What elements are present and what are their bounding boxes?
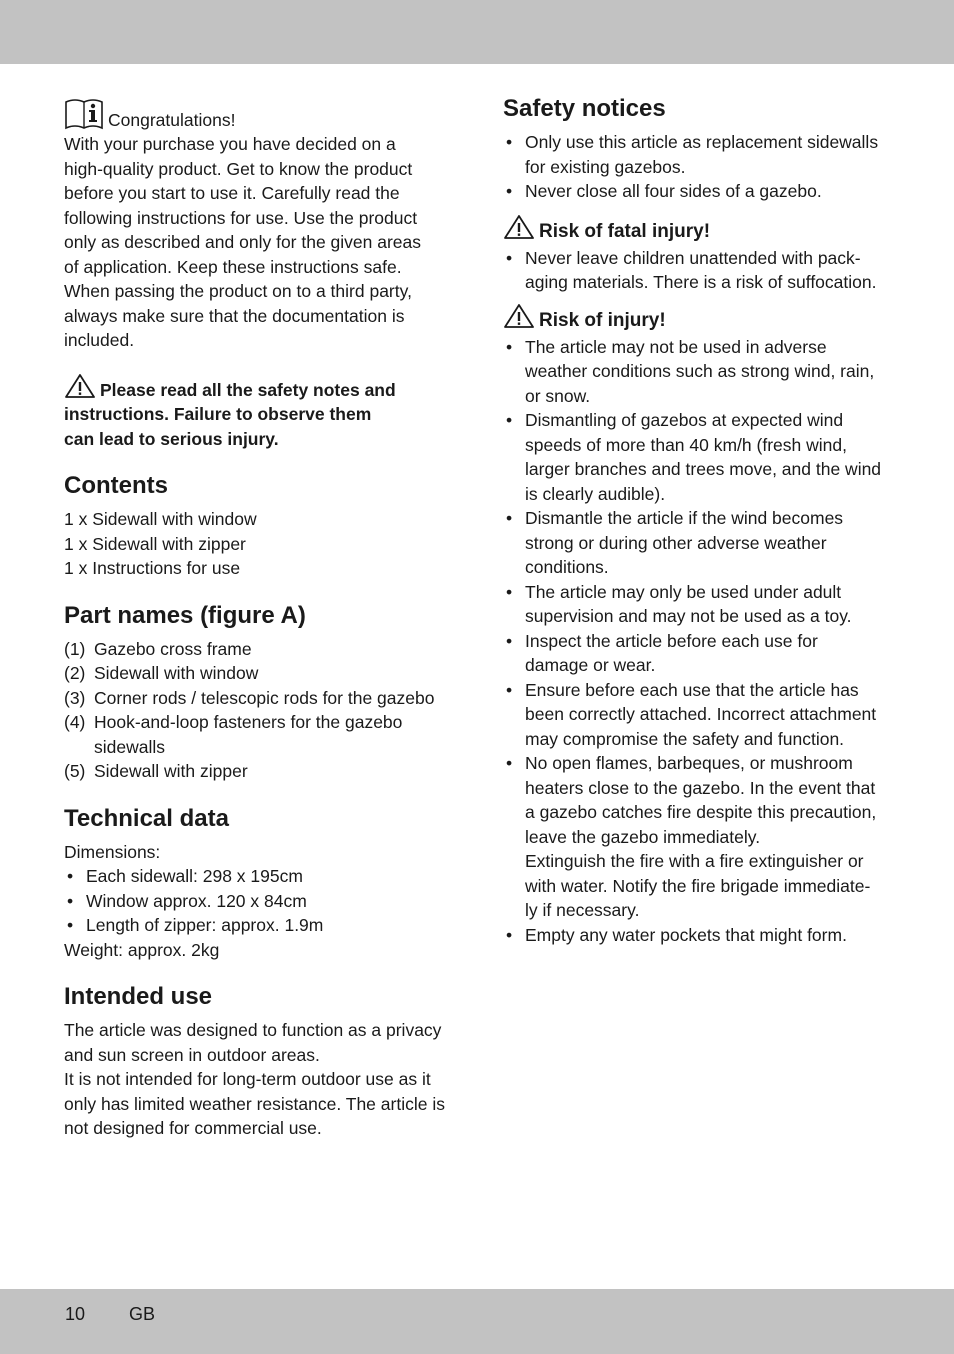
safety-item: • Dismantle the article if the wind becomes strong or during other adverse weather conditions. — [506, 508, 844, 577]
intended-use-heading: Intended use — [64, 983, 213, 1010]
intro-line: following instructions for use. Use the product — [64, 207, 418, 228]
technical-data-heading: Technical data — [64, 804, 229, 832]
intro-line: high-quality product. Get to know the product — [64, 158, 413, 179]
warning-triangle-icon — [503, 214, 535, 240]
part-item: (1) Gazebo cross frame — [64, 638, 252, 659]
contents-item: 1 x Instructions for use — [64, 558, 241, 578]
intended-line: It is not intended for long-term outdoor use as it — [64, 1069, 431, 1089]
intro-line: included. — [64, 330, 135, 350]
contents-item: 1 x Sidewall with window — [64, 509, 257, 529]
part-names-list — [64, 637, 458, 784]
right-column — [503, 92, 899, 947]
injury-heading: Risk of injury! — [503, 303, 899, 335]
intro-line: When passing the product on to a third party, — [64, 281, 412, 301]
intended-line: and sun screen in outdoor areas. — [64, 1044, 320, 1065]
warning-triangle-icon — [503, 303, 535, 329]
language-code: GB — [129, 1304, 156, 1324]
intro-line: With your purchase you have decided on a — [64, 134, 396, 154]
safety-item: • Empty any water pockets that might form. — [506, 924, 847, 945]
intro-line: of application. Keep these instructions safe. — [64, 256, 402, 277]
warning-line: instructions. Failure to observe them — [64, 404, 372, 424]
warning-triangle-icon — [64, 373, 96, 399]
intro-header — [64, 92, 458, 132]
safety-item: • Inspect the article before each use for damage or wear. — [506, 630, 818, 675]
intro-line: always make sure that the documentation is — [64, 305, 405, 326]
safety-item: • Ensure before each use that the article has been correctly attached. Incorrect attachment may compromise the safety and function. — [506, 679, 877, 749]
contents-list — [64, 507, 458, 581]
dimensions-label: Dimensions: — [64, 841, 161, 862]
safety-item: • Dismantling of gazebos at expected wind speeds of more than 40 km/h (fresh wind, larger branches and trees move, and the wind is clearly audible). — [506, 410, 882, 504]
safety-item: • The article may only be used under adult supervision and may not be used as a toy. — [506, 581, 852, 626]
left-column — [64, 92, 458, 1141]
intended-line: The article was designed to function as a privacy — [64, 1020, 442, 1040]
dimension-item: • Length of zipper: approx. 1.9m — [67, 915, 324, 935]
fatal-injury-list — [503, 246, 899, 295]
dimensions-list — [64, 864, 458, 938]
safety-item: • Never close all four sides of a gazebo. — [506, 181, 822, 201]
intended-use-paragraph — [64, 1018, 458, 1141]
fatal-injury-heading: Risk of fatal injury! — [503, 214, 899, 246]
intended-line: not designed for commercial use. — [64, 1118, 322, 1138]
dimension-item: • Each sidewall: 298 x 195cm — [67, 866, 303, 886]
dimension-item: • Window approx. 120 x 84cm — [67, 890, 307, 911]
intro-paragraph — [64, 132, 458, 353]
page-number: 10 — [65, 1304, 86, 1324]
part-item: (2) Sidewall with window — [64, 663, 259, 683]
part-item: (3) Corner rods / telescopic rods for the gazebo — [64, 687, 435, 708]
safety-item: • No open flames, barbeques, or mushroom heaters close to the gazebo. In the event that a gazebo catches fire despite this precaution, leave the gazebo immediately. Extinguish the fire with a fire extinguisher or with water. Notify the fire brigade immediate- ly if necessary. — [506, 753, 877, 920]
contents-item: 1 x Sidewall with zipper — [64, 533, 246, 554]
header-band — [0, 0, 954, 64]
weight-text: Weight: approx. 2kg — [64, 939, 220, 960]
info-book-icon — [64, 96, 104, 132]
safety-notices-heading: Safety notices — [503, 95, 666, 122]
intended-line: only has limited weather resistance. The article is — [64, 1093, 445, 1114]
part-names-heading: Part names (figure A) — [64, 601, 306, 629]
safety-item: • Only use this article as replacement sidewalls for existing gazebos. — [506, 132, 879, 177]
contents-heading: Contents — [64, 472, 168, 499]
warning-line: Please read all the safety notes and — [100, 379, 396, 400]
intro-line: before you start to use it. Carefully read the — [64, 183, 400, 203]
intro-line: only as described and only for the given areas — [64, 232, 422, 252]
warning-line: can lead to serious injury. — [64, 428, 279, 449]
part-item: (5) Sidewall with zipper — [64, 761, 248, 781]
safety-item: • The article may not be used in adverse weather conditions such as strong wind, rain, or snow. — [506, 336, 875, 406]
part-item: (4) Hook-and-loop fasteners for the gazebo sidewalls — [64, 712, 403, 757]
injury-list — [503, 335, 899, 948]
congratulations-text: Congratulations! — [108, 110, 236, 130]
safety-item: • Never leave children unattended with pack- aging materials. There is a risk of suffocation. — [506, 247, 877, 292]
general-safety-list — [503, 130, 899, 204]
safety-warning-note — [64, 373, 458, 452]
